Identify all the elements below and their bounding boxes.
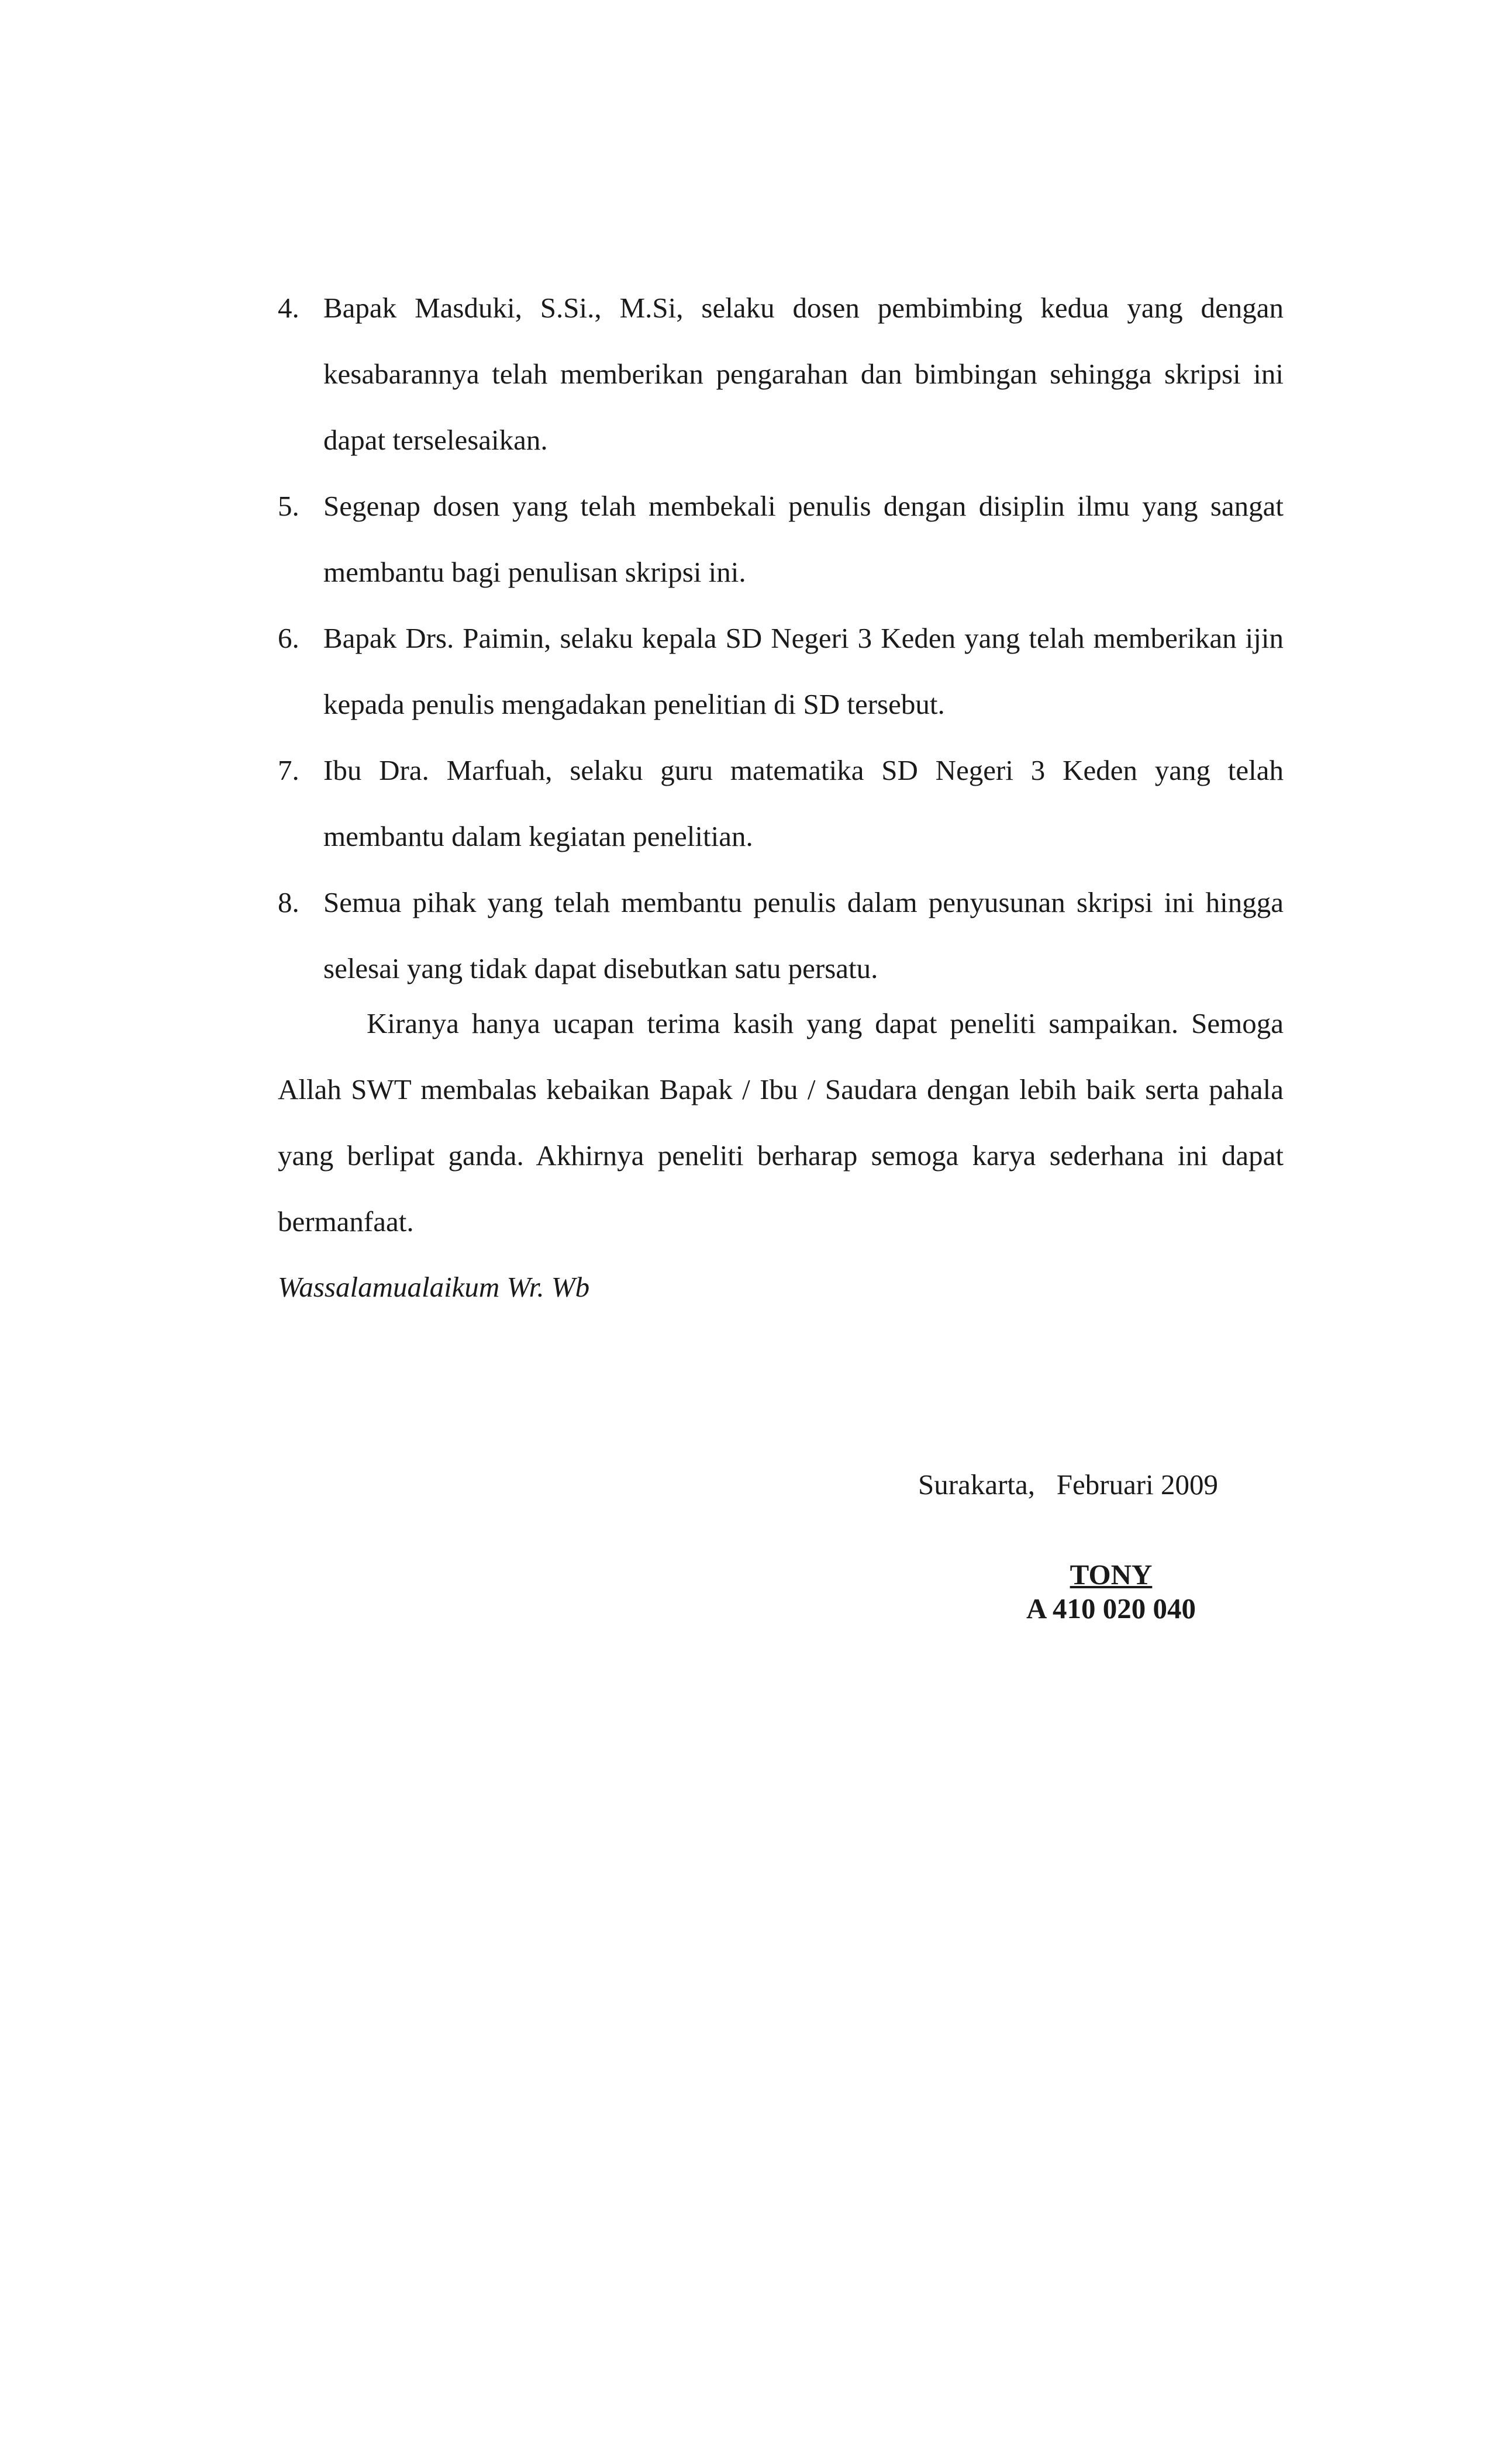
closing-paragraph: Kiranya hanya ucapan terima kasih yang dapat peneliti sampaikan. Semoga Allah SWT membalas kebaikan Bapak / Ibu / Saudara dengan lebih baik serta pahala yang berlipat ganda. Akhirnya peneliti berharap semoga karya sederhana ini dapat bermanfaat. xyxy=(278,1007,1284,1238)
list-item xyxy=(278,473,1284,605)
list-item xyxy=(278,275,1284,473)
list-item-text: Ibu Dra. Marfuah, selaku guru matematika SD Negeri 3 Keden yang telah membantu dalam kegiatan penelitian. xyxy=(323,754,1284,852)
list-item xyxy=(278,737,1284,869)
list-item-text: Bapak Masduki, S.Si., M.Si, selaku dosen pembimbing kedua yang dengan kesabarannya telah memberikan pengarahan dan bimbingan sehingga skripsi ini dapat terselesaikan. xyxy=(323,292,1284,456)
list-item-number: 6. xyxy=(278,622,299,654)
signature-block xyxy=(1017,1558,1205,1626)
place-date: Surakarta, Februari 2009 xyxy=(918,1468,1218,1501)
student-id: A 410 020 040 xyxy=(1026,1592,1196,1625)
list-item-text: Segenap dosen yang telah membekali penulis dengan disiplin ilmu yang sangat membantu bagi penulisan skripsi ini. xyxy=(323,490,1284,588)
signature-name: TONY xyxy=(1070,1558,1153,1591)
list-item-number: 4. xyxy=(278,292,299,324)
list-item xyxy=(278,605,1284,737)
list-item-number: 8. xyxy=(278,886,299,918)
acknowledgement-list xyxy=(278,275,1284,1001)
list-item-text: Bapak Drs. Paimin, selaku kepala SD Negeri 3 Keden yang telah memberikan ijin kepada penulis mengadakan penelitian di SD tersebut. xyxy=(323,622,1284,720)
closing-salutation: Wassalamualaikum Wr. Wb xyxy=(278,1271,590,1303)
list-item xyxy=(278,869,1284,1001)
list-item-text: Semua pihak yang telah membantu penulis dalam penyusunan skripsi ini hingga selesai yang tidak dapat disebutkan satu persatu. xyxy=(323,886,1284,984)
list-item-number: 5. xyxy=(278,490,299,522)
list-item-number: 7. xyxy=(278,754,299,786)
